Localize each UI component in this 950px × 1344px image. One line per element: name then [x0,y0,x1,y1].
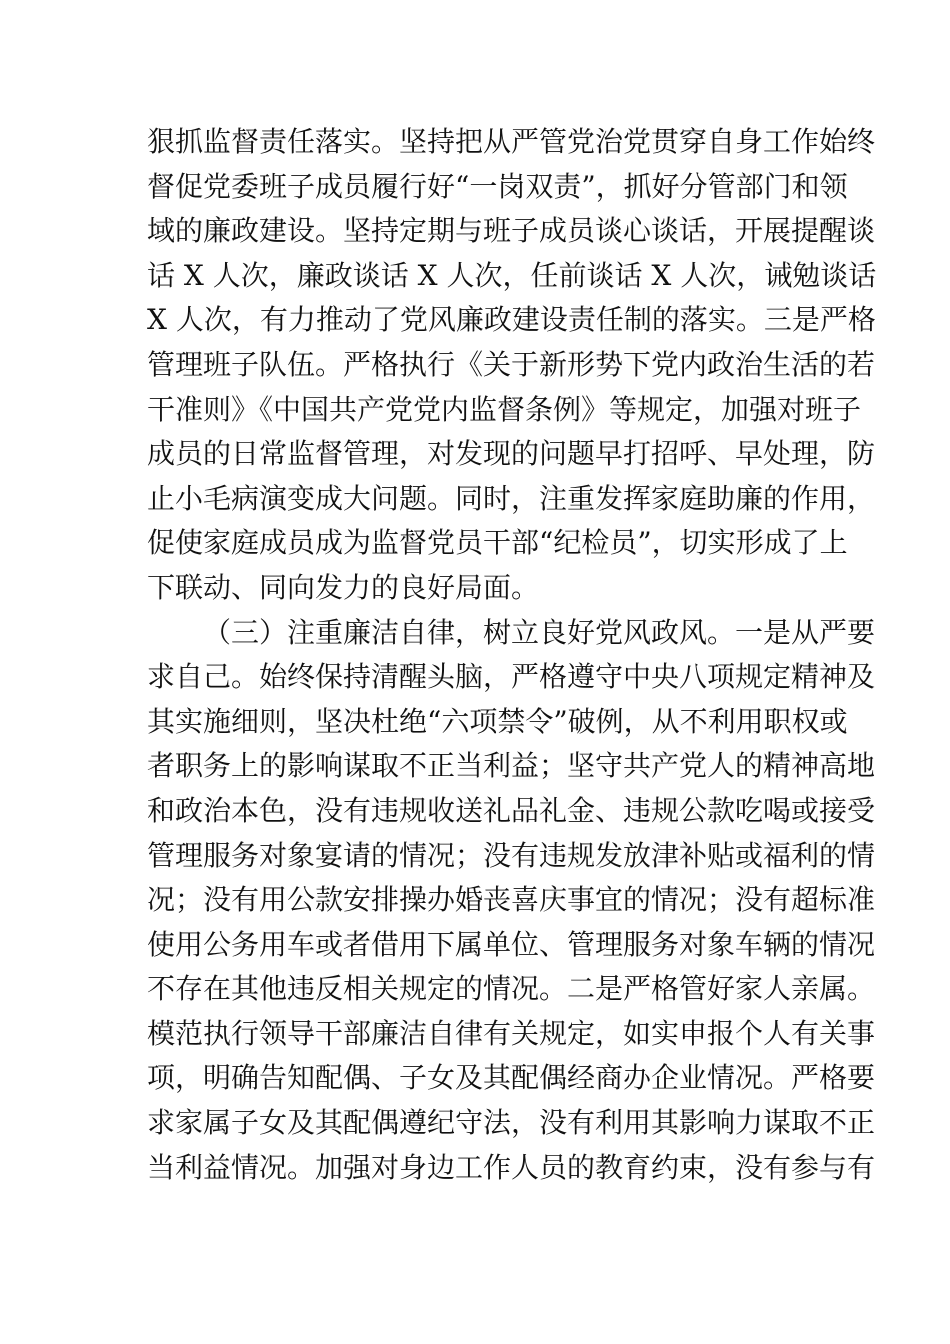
text-line: 和政治本色，没有违规收送礼品礼金、违规公款吃喝或接受 [147,793,876,827]
body-text [147,120,877,1190]
text-line: 狠抓监督责任落实。坚持把从严管党治党贯穿自身工作始终 [147,125,876,158]
text-line: 者职务上的影响谋取不正当利益；坚守共产党人的精神高地 [147,749,876,783]
text-line: 干准则》《中国共产党党内监督条例》等规定，加强对班子 [147,392,862,426]
text-line: 成员的日常监督管理，对发现的问题早打招呼、早处理，防 [147,437,876,471]
text-line: 模范执行领导干部廉洁自律有关规定，如实申报个人有关事 [147,1016,876,1050]
text-line: 管理班子队伍。严格执行《关于新形势下党内政治生活的若 [147,347,876,381]
text-line: 域的廉政建设。坚持定期与班子成员谈心谈话，开展提醒谈 [147,214,876,248]
text-line: 管理服务对象宴请的情况；没有违规发放津补贴或福利的情 [147,838,876,872]
text-line: 求家属子女及其配偶遵纪守法，没有利用其影响力谋取不正 [147,1106,876,1140]
text-line: 督促党委班子成员履行好“一岗双责”，抓好分管部门和领 [147,169,848,203]
paragraph-end-line: 下联动、同向发力的良好局面。 [147,570,540,604]
text-line: 话 X 人次，廉政谈话 X 人次，任前谈话 X 人次，诫勉谈话 [147,258,877,292]
text-line: 当利益情况。加强对身边工作人员的教育约束，没有参与有 [147,1150,876,1184]
section-heading-line: （三）注重廉洁自律，树立良好党风政风。一是从严要 [203,615,876,649]
text-line: 其实施细则，坚决杜绝“六项禁令”破例，从不利用职权或 [147,704,848,738]
text-line: 使用公务用车或者借用下属单位、管理服务对象车辆的情况 [147,927,876,961]
text-line: 项，明确告知配偶、子女及其配偶经商办企业情况。严格要 [147,1061,876,1095]
text-line: 促使家庭成员成为监督党员干部“纪检员”，切实形成了上 [147,526,848,560]
text-line: 求自己。始终保持清醒头脑，严格遵守中央八项规定精神及 [147,660,876,694]
text-line: 不存在其他违反相关规定的情况。二是严格管好家人亲属。 [147,972,876,1006]
text-line: 止小毛病演变成大问题。同时，注重发挥家庭助廉的作用， [147,481,876,515]
text-line: X 人次，有力推动了党风廉政建设责任制的落实。三是严格 [147,303,876,337]
text-line: 况；没有用公款安排操办婚丧喜庆事宜的情况；没有超标准 [147,883,876,917]
